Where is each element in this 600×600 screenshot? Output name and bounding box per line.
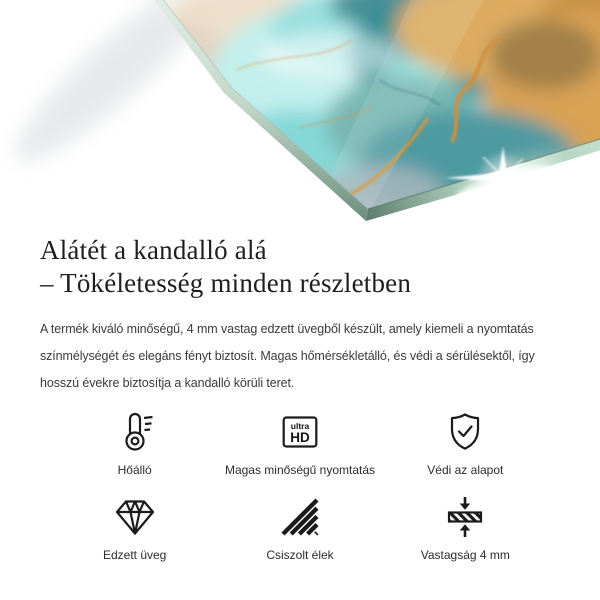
thermometer-icon — [113, 409, 157, 455]
product-description: A termék kiváló minőségű, 4 mm vastag edzett üvegből készült, amely kiemeli a nyomtatás színmélységét és elegáns fényt biztosít. Magas hőmérsékletálló, és védi a sérülésektől, így hosszú évekre biztosítja a kandalló körüli teret. — [40, 322, 535, 390]
feature-label: Vastagság 4 mm — [420, 548, 510, 562]
ultra-hd-icon — [278, 409, 322, 455]
feature-print-quality — [217, 409, 382, 478]
features-grid — [40, 409, 560, 563]
page-title — [40, 234, 560, 300]
feature-label: Hőálló — [117, 463, 152, 477]
page-title-line1: Alátét a kandalló alá — [40, 235, 267, 265]
feature-polished-edges — [217, 494, 382, 563]
shield-check-icon — [443, 409, 487, 455]
feature-tempered-glass — [52, 494, 217, 563]
diamond-icon — [113, 494, 157, 540]
feature-heat-resistant — [52, 409, 217, 478]
svg-text:HD: HD — [290, 430, 310, 446]
feature-protects-base — [383, 409, 548, 478]
feature-label: Magas minőségű nyomtatás — [224, 463, 376, 477]
svg-text:ultra: ultra — [290, 420, 310, 431]
feature-label: Csiszolt élek — [266, 548, 334, 562]
thickness-icon — [443, 494, 487, 540]
polished-edges-icon — [278, 494, 322, 540]
feature-thickness — [383, 494, 548, 563]
page-title-line2: – Tökéletesség minden részletben — [40, 268, 412, 298]
product-image — [0, 0, 600, 230]
product-content — [0, 234, 600, 563]
feature-label: Edzett üveg — [102, 548, 167, 562]
feature-label: Védi az alapot — [427, 463, 504, 477]
glass-panel-illustration — [0, 0, 600, 230]
